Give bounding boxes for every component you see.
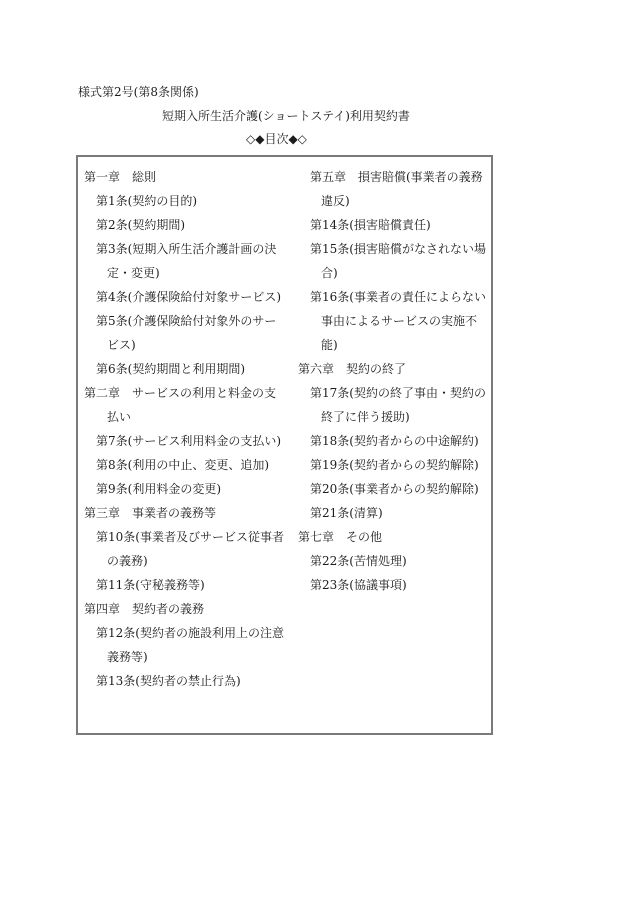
table-of-contents-box — [76, 155, 493, 735]
toc-article: 第9条(利用料金の変更) — [96, 482, 221, 496]
toc-article: 第10条(事業者及びサービス従事者の義務) — [96, 530, 284, 568]
toc-article: 第20条(事業者からの契約解除) — [310, 482, 479, 496]
toc-chapter: 第二章 サービスの利用と料金の支払い — [84, 386, 277, 424]
toc-heading: ◇◆目次◆◇ — [246, 132, 307, 146]
toc-article: 第19条(契約者からの契約解除) — [310, 458, 479, 472]
toc-article: 第18条(契約者からの中途解約) — [310, 434, 479, 448]
toc-article: 第2条(契約期間) — [96, 218, 185, 232]
toc-chapter: 第五章 損害賠償(事業者の義務違反) — [310, 170, 483, 208]
toc-article: 第17条(契約の終了事由・契約の終了に伴う援助) — [310, 386, 486, 424]
toc-chapter: 第四章 契約者の義務 — [84, 602, 205, 616]
toc-article: 第6条(契約期間と利用期間) — [96, 362, 245, 376]
form-number-label: 様式第2号(第8条関係) — [78, 85, 199, 99]
toc-article: 第3条(短期入所生活介護計画の決定・変更) — [96, 242, 277, 280]
document-title: 短期入所生活介護(ショートステイ)利用契約書 — [162, 109, 410, 123]
toc-article: 第12条(契約者の施設利用上の注意義務等) — [96, 626, 284, 664]
toc-left-column — [84, 165, 284, 693]
toc-article: 第11条(守秘義務等) — [96, 578, 205, 592]
toc-chapter: 第三章 事業者の義務等 — [84, 506, 217, 520]
toc-article: 第13条(契約者の禁止行為) — [96, 674, 241, 688]
toc-article: 第7条(サービス利用料金の支払い) — [96, 434, 281, 448]
toc-article: 第8条(利用の中止、変更、追加) — [96, 458, 269, 472]
toc-article: 第4条(介護保険給付対象サービス) — [96, 290, 281, 304]
toc-chapter: 第六章 契約の終了 — [298, 362, 407, 376]
toc-article: 第22条(苦情処理) — [310, 554, 407, 568]
toc-article: 第16条(事業者の責任によらない事由によるサービスの実施不能) — [310, 290, 486, 352]
toc-article: 第21条(清算) — [310, 506, 383, 520]
toc-article: 第5条(介護保険給付対象外のサービス) — [96, 314, 277, 352]
toc-article: 第15条(損害賠償がなされない場合) — [310, 242, 486, 280]
toc-chapter: 第一章 総則 — [84, 170, 157, 184]
toc-chapter: 第七章 その他 — [298, 530, 383, 544]
toc-article: 第1条(契約の目的) — [96, 194, 197, 208]
toc-article: 第14条(損害賠償責任) — [310, 218, 431, 232]
toc-article: 第23条(協議事項) — [310, 578, 407, 592]
toc-right-column — [298, 165, 492, 597]
